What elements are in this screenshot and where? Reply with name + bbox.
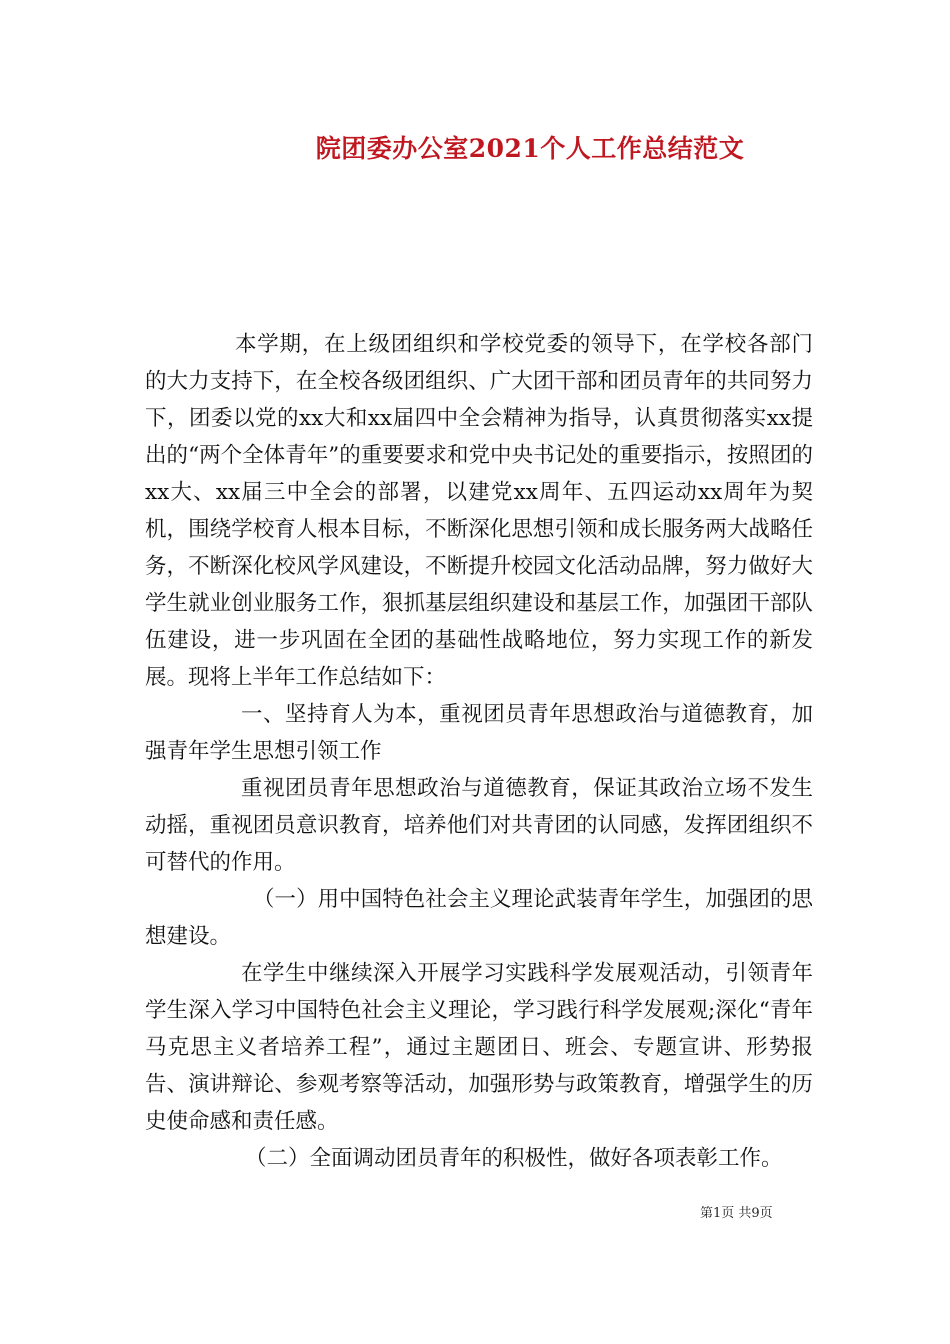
section-1-paragraph: 重视团员青年思想政治与道德教育，保证其政治立场不发生动摇，重视团员意识教育，培养他们对共青团的认同感，发挥团组织不可替代的作用。 (145, 776, 813, 875)
document-body (145, 326, 813, 1177)
section-heading-1: 一、坚持育人为本，重视团员青年思想政治与道德教育，加强青年学生思想引领工作 (145, 702, 813, 764)
intro-paragraph: 本学期，在上级团组织和学校党委的领导下，在学校各部门的大力支持下，在全校各级团组织、广大团干部和团员青年的共同努力下，团委以党的xx大和xx届四中全会精神为指导，认真贯彻落实xx提出的“两个全体青年”的重要要求和党中央书记处的重要指示，按照团的xx大、xx届三中全会的部署，以建党xx周年、五四运动xx周年为契机，围绕学校育人根本目标，不断深化思想引领和成长服务两大战略任务，不断深化校风学风建设，不断提升校园文化活动品牌，努力做好大学生就业创业服务工作，狠抓基层组织建设和基层工作，加强团干部队伍建设，进一步巩固在全团的基础性战略地位，努力实现工作的新发展。现将上半年工作总结如下： (145, 332, 813, 690)
subsection-heading-2: （二）全面调动团员青年的积极性，做好各项表彰工作。 (245, 1146, 783, 1171)
subsection-heading-1: （一）用中国特色社会主义理论武装青年学生，加强团的思想建设。 (145, 887, 813, 949)
document-title: 院团委办公室2021个人工作总结范文 (315, 134, 745, 163)
page-number-footer: 第1页 共9页 (700, 1206, 773, 1221)
subsection-1-paragraph: 在学生中继续深入开展学习实践科学发展观活动，引领青年学生深入学习中国特色社会主义理论，学习践行科学发展观;深化“青年马克思主义者培养工程”，通过主题团日、班会、专题宣讲、形势报告、演讲辩论、参观考察等活动，加强形势与政策教育，增强学生的历史使命感和责任感。 (145, 961, 813, 1134)
